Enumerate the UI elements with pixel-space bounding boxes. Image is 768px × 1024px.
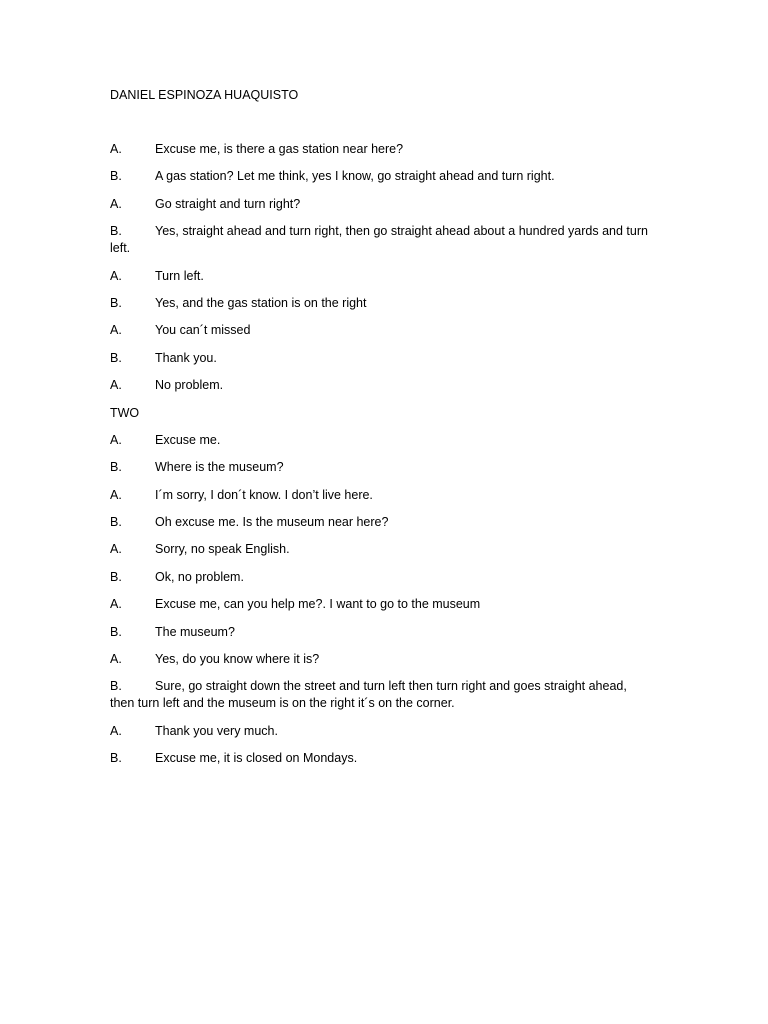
speaker-label: A. [110,487,122,502]
dialogue-text: Sure, go straight down the street and turn left then turn right and goes straight ahead, then turn left and the museum is on the right it´s on the corner. [110,679,627,711]
dialogue-line [110,569,650,586]
dialogue-line [110,624,650,641]
dialogue-text: No problem. [155,378,224,393]
dialogue-line [110,541,650,558]
dialogue-text: Where is the museum? [155,460,284,475]
dialogue-text: I´m sorry, I don´t know. I don’t live here. [155,487,373,502]
speaker-label: B. [110,224,122,239]
dialogue-line [110,223,650,257]
speaker-label: B. [110,624,122,639]
dialogue-text: A gas station? Let me think, yes I know, go straight ahead and turn right. [155,169,555,184]
speaker-label: A. [110,432,122,447]
dialogue-line [110,141,650,158]
speaker-label: A. [110,597,122,612]
dialogue-line [110,268,650,285]
speaker-label: A. [110,323,122,338]
speaker-label: B. [110,569,122,584]
dialogue-text: Yes, do you know where it is? [155,652,320,667]
dialogue-line [110,168,650,185]
speaker-label: B. [110,169,122,184]
dialogue-line [110,596,650,613]
dialogue-text: Excuse me. [155,432,221,447]
dialogue-text: Excuse me, is there a gas station near here? [155,142,404,156]
dialogue-text: Excuse me, can you help me?. I want to go to the museum [155,597,481,612]
section-title: TWO [110,405,140,420]
author-name: DANIEL ESPINOZA HUAQUISTO [110,88,299,102]
dialogue-line [110,322,650,339]
dialogue-line [110,651,650,668]
dialogue-line [110,377,650,394]
dialogue-text: Thank you very much. [155,723,278,738]
dialogue-text: Yes, and the gas station is on the right [155,295,367,310]
speaker-label: B. [110,751,122,766]
speaker-label: A. [110,652,122,667]
speaker-label: A. [110,196,122,211]
dialogue-text: Oh excuse me. Is the museum near here? [155,515,389,530]
dialogue-line [110,295,650,312]
speaker-label: A. [110,268,122,283]
speaker-label: B. [110,460,122,475]
dialogue-line [110,678,650,712]
dialogue-text: Thank you. [155,350,217,365]
speaker-label: A. [110,542,122,557]
dialogue-line [110,750,650,767]
dialogue-text: Turn left. [155,268,204,283]
speaker-label: B. [110,515,122,530]
speaker-label: B. [110,295,122,310]
dialogue-line [110,723,650,740]
dialogue-line [110,432,650,449]
dialogue-text: Excuse me, it is closed on Mondays. [155,751,358,766]
dialogue-text: You can´t missed [155,323,251,338]
speaker-label: A. [110,378,122,393]
speaker-label: A. [110,142,122,156]
dialogue-line [110,350,650,367]
dialogue-line [110,514,650,531]
document-body [110,87,650,778]
dialogue-text: Sorry, no speak English. [155,542,290,557]
dialogue-text: Go straight and turn right? [155,196,301,211]
speaker-label: B. [110,679,122,694]
dialogue-line [110,196,650,213]
dialogue-text: The museum? [155,624,235,639]
speaker-label: A. [110,723,122,738]
dialogue-text: Yes, straight ahead and turn right, then go straight ahead about a hundred yards and turn left. [110,224,648,256]
dialogue-line [110,487,650,504]
dialogue-line [110,459,650,476]
speaker-label: B. [110,350,122,365]
dialogue-text: Ok, no problem. [155,569,244,584]
